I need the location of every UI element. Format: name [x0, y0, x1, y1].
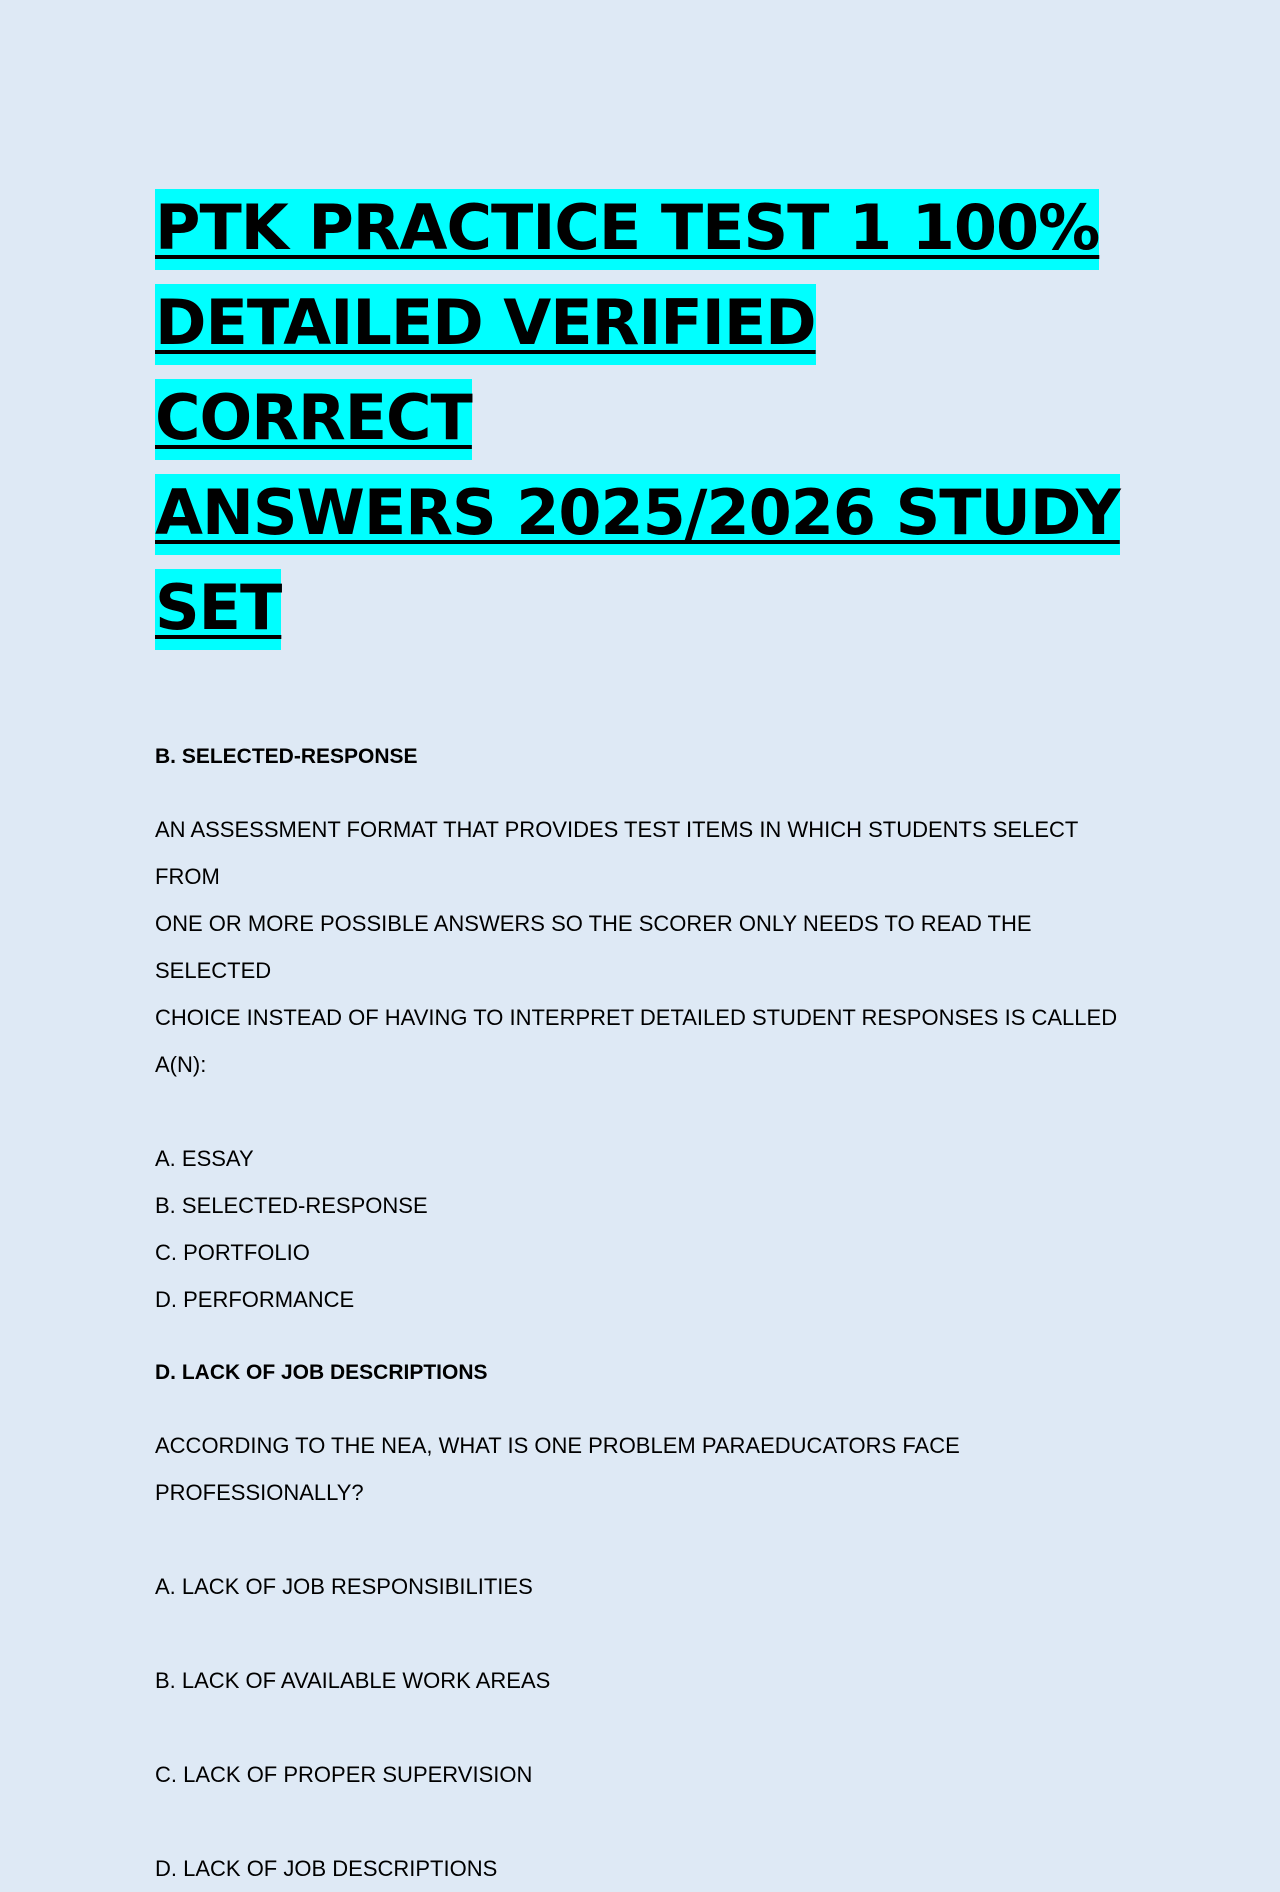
document-title — [155, 180, 1145, 655]
option-item: D. LACK OF JOB DESCRIPTIONS — [155, 1856, 498, 1881]
document-page — [155, 180, 1145, 1892]
option-item: A. ESSAY — [155, 1146, 254, 1171]
title-line: SET — [155, 560, 281, 655]
question-text — [155, 1422, 1145, 1516]
option-list — [155, 1135, 1145, 1323]
question-block-1 — [155, 733, 1145, 1323]
question-line: AN ASSESSMENT FORMAT THAT PROVIDES TEST ITEMS IN WHICH STUDENTS SELECT FROM — [155, 817, 1078, 889]
option-item: A. LACK OF JOB RESPONSIBILITIES — [155, 1574, 533, 1599]
option-item: D. PERFORMANCE — [155, 1287, 355, 1312]
question-text — [155, 806, 1145, 1088]
question-line: CHOICE INSTEAD OF HAVING TO INTERPRET DETAILED STUDENT RESPONSES IS CALLED A(N): — [155, 1005, 1118, 1077]
answer-heading: B. SELECTED-RESPONSE — [155, 745, 418, 768]
title-line: DETAILED VERIFIED CORRECT — [155, 275, 1145, 465]
question-line: ACCORDING TO THE NEA, WHAT IS ONE PROBLEM PARAEDUCATORS FACE PROFESSIONALLY? — [155, 1433, 960, 1505]
title-line: ANSWERS 2025/2026 STUDY — [155, 465, 1120, 560]
question-line: ONE OR MORE POSSIBLE ANSWERS SO THE SCORER ONLY NEEDS TO READ THE SELECTED — [155, 911, 1032, 983]
option-item: C. LACK OF PROPER SUPERVISION — [155, 1762, 533, 1787]
option-item: B. SELECTED-RESPONSE — [155, 1193, 428, 1218]
title-line: PTK PRACTICE TEST 1 100% — [155, 180, 1099, 275]
option-item: C. PORTFOLIO — [155, 1240, 310, 1265]
option-list — [155, 1563, 1145, 1892]
answer-heading: D. LACK OF JOB DESCRIPTIONS — [155, 1361, 488, 1384]
option-item: B. LACK OF AVAILABLE WORK AREAS — [155, 1668, 551, 1693]
